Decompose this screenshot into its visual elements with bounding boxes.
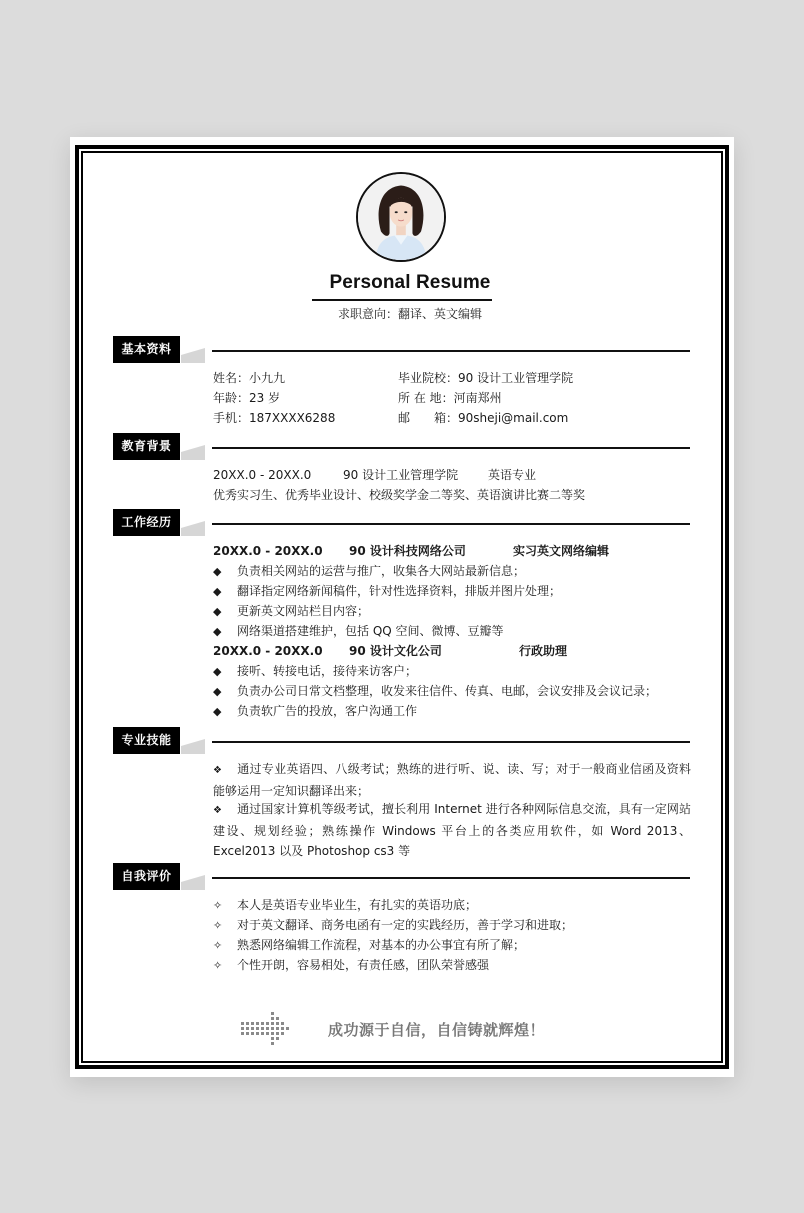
section-divider [212,523,690,525]
self-eval-item: ✧ 个性开朗，容易相处，有责任感，团队荣誉感强 [213,955,489,976]
diamond-bullet-icon: ◆ [213,685,222,698]
star-bullet-icon: ✧ [213,959,223,972]
job-2-duty: ◆ 负责办公司日常文档整理，收发来往信件、传真、电邮，会议安排及会议记录； [213,681,657,702]
job-2-duty: ◆ 接听、转接电话，接待来访客户； [213,661,417,682]
section-divider [212,741,690,743]
diamond-bullet-icon: ◆ [213,565,222,578]
skill-item: ❖ 通过专业英语四、八级考试；熟练的进行听、说、读、写；对于一般商业信函及资料能够运用一定知识翻译出来； [213,762,691,798]
diamond-bullet-icon: ◆ [213,625,222,638]
education-major: 英语专业 [488,468,537,482]
section-label: 自我评价 [113,863,180,890]
job-objective: 求职意向：翻译、英文编辑 [337,307,482,321]
title-underline [312,299,492,301]
section-skills [113,727,691,755]
label-fold-decoration [181,739,205,754]
skill-item: ❖ 通过国家计算机等级考试，擅长利用 Internet 进行各种网际信息交流，具有一定网站建设、规划经验；熟练操作 Windows 平台上的各类应用软件，如 Word 2013、Excel2013 以及 Photoshop cs3 等 [213,802,691,858]
section-divider [212,877,690,879]
section-education [113,433,691,461]
footer-slogan: 成功源于自信，自信铸就辉煌！ [328,1021,546,1039]
name-field: 姓名：小九九 [213,371,286,385]
job-1-position: 实习英文网络编辑 [513,544,610,558]
job-2-company: 90 设计文化公司 [349,644,442,658]
section-basic-info [113,336,691,364]
section-label: 工作经历 [113,509,180,536]
section-label: 专业技能 [113,727,180,754]
section-label: 基本资料 [113,336,180,363]
star-bullet-icon: ✧ [213,899,223,912]
profile-photo [356,172,446,262]
job-2-duty: ◆ 负责软广告的投放，客户沟通工作 [213,701,417,722]
label-fold-decoration [181,445,205,460]
self-eval-item: ✧ 本人是英语专业毕业生，有扎实的英语功底； [213,895,477,916]
diamond-bullet-icon: ◆ [213,665,222,678]
ornament-bullet-icon: ❖ [213,765,222,776]
job-1-duty: ◆ 更新英文网站栏目内容； [213,601,369,622]
location-field: 所 在 地：河南郑州 [398,391,502,405]
star-bullet-icon: ✧ [213,939,223,952]
section-label: 教育背景 [113,433,180,460]
section-divider [212,350,690,352]
diamond-bullet-icon: ◆ [213,705,222,718]
section-self-evaluation [113,863,691,891]
job-2-period: 20XX.0 - 20XX.0 [213,644,323,658]
section-divider [212,447,690,449]
job-1-duty: ◆ 翻译指定网络新闻稿件，针对性选择资料，排版并图片处理； [213,581,561,602]
self-eval-item: ✧ 对于英文翻译、商务电函有一定的实践经历，善于学习和进取； [213,915,573,936]
school-field: 毕业院校：90 设计工业管理学院 [398,371,574,385]
ornament-bullet-icon: ❖ [213,805,222,816]
education-school: 90 设计工业管理学院 [343,468,459,482]
job-2-position: 行政助理 [519,644,568,658]
label-fold-decoration [181,348,205,363]
self-eval-item: ✧ 熟悉网络编辑工作流程，对基本的办公事宜有所了解； [213,935,525,956]
diamond-bullet-icon: ◆ [213,585,222,598]
age-field: 年龄：23 岁 [213,391,281,405]
resume-title: Personal Resume [329,272,491,293]
portrait-icon [358,174,444,260]
email-field: 邮 箱：90sheji@mail.com [398,411,569,425]
phone-field: 手机：187XXXX6288 [213,411,336,425]
job-1-duty: ◆ 网络渠道搭建维护，包括 QQ 空间、微博、豆瓣等 [213,621,504,642]
diamond-bullet-icon: ◆ [213,605,222,618]
star-bullet-icon: ✧ [213,919,223,932]
dotted-arrow-icon [240,1010,296,1050]
label-fold-decoration [181,875,205,890]
job-1-company: 90 设计科技网络公司 [349,544,466,558]
label-fold-decoration [181,521,205,536]
education-period: 20XX.0 - 20XX.0 [213,468,312,482]
job-1-period: 20XX.0 - 20XX.0 [213,544,323,558]
section-work-experience [113,509,691,537]
education-honors: 优秀实习生、优秀毕业设计、校级奖学金二等奖、英语演讲比赛二等奖 [213,488,586,502]
resume-page [70,137,734,1077]
job-1-duty: ◆ 负责相关网站的运营与推广，收集各大网站最新信息； [213,561,525,582]
